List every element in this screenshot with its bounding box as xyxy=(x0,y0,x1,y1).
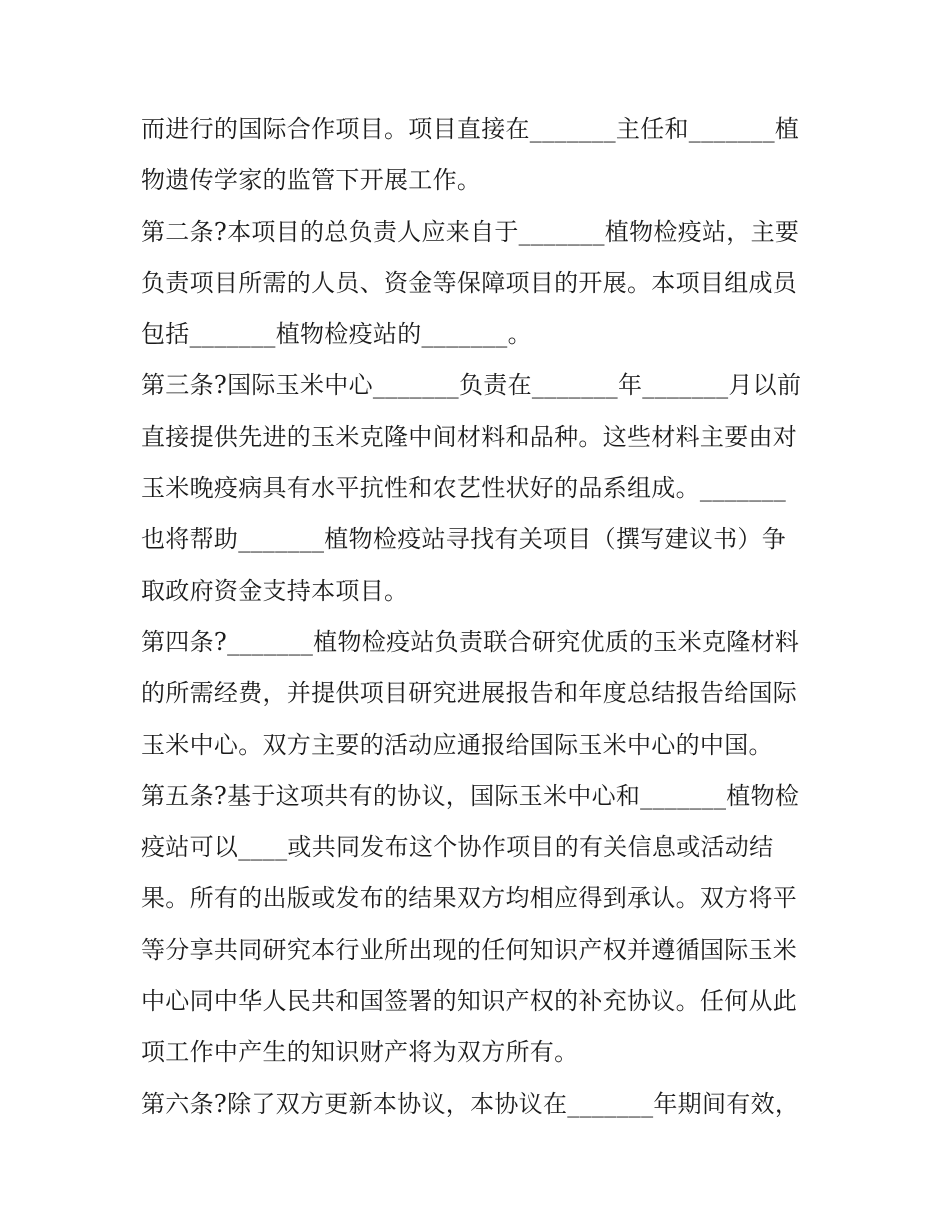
text-line: 也将帮助_______植物检疫站寻找有关项目（撰写建议书）争 xyxy=(141,525,786,554)
text-line: 玉米中心。双方主要的活动应通报给国际玉米中心的中国。 xyxy=(141,730,773,759)
document-body xyxy=(141,104,821,1130)
text-line: 果。所有的出版或发布的结果双方均相应得到承认。双方将平 xyxy=(141,884,798,913)
text-line: 直接提供先进的玉米克隆中间材料和品种。这些材料主要由对 xyxy=(141,422,798,451)
text-line: 第四条?_______植物检疫站负责联合研究优质的玉米克隆材料 xyxy=(141,627,800,656)
text-line: 项工作中产生的知识财产将为双方所有。 xyxy=(141,1038,579,1067)
text-line: 第六条?除了双方更新本协议，本协议在_______年期间有效， xyxy=(141,1089,800,1118)
text-line: 第二条?本项目的总负责人应来自于_______植物检疫站，主要 xyxy=(141,217,800,246)
text-line: 玉米晚疫病具有水平抗性和农艺性状好的品系组成。_______ xyxy=(141,474,786,503)
text-line: 等分享共同研究本行业所出现的任何知识产权并遵循国际玉米 xyxy=(141,935,798,964)
text-line: 疫站可以____或共同发布这个协作项目的有关信息或活动结 xyxy=(141,833,774,862)
text-line: 取政府资金支持本项目。 xyxy=(141,576,409,605)
text-line: 中心同中华人民共和国签署的知识产权的补充协议。任何从此 xyxy=(141,987,798,1016)
text-line: 负责项目所需的人员、资金等保障项目的开展。本项目组成员 xyxy=(141,268,798,297)
text-line: 第三条?国际玉米中心_______负责在_______年_______月以前 xyxy=(141,371,802,400)
text-line: 物遗传学家的监管下开展工作。 xyxy=(141,166,482,195)
text-line: 第五条?基于这项共有的协议，国际玉米中心和_______植物检 xyxy=(141,781,800,810)
text-line: 包括_______植物检疫站的_______。 xyxy=(141,320,532,349)
text-line: 而进行的国际合作项目。项目直接在_______主任和_______植 xyxy=(141,115,800,143)
text-line: 的所需经费，并提供项目研究进展报告和年度总结报告给国际 xyxy=(141,679,798,708)
